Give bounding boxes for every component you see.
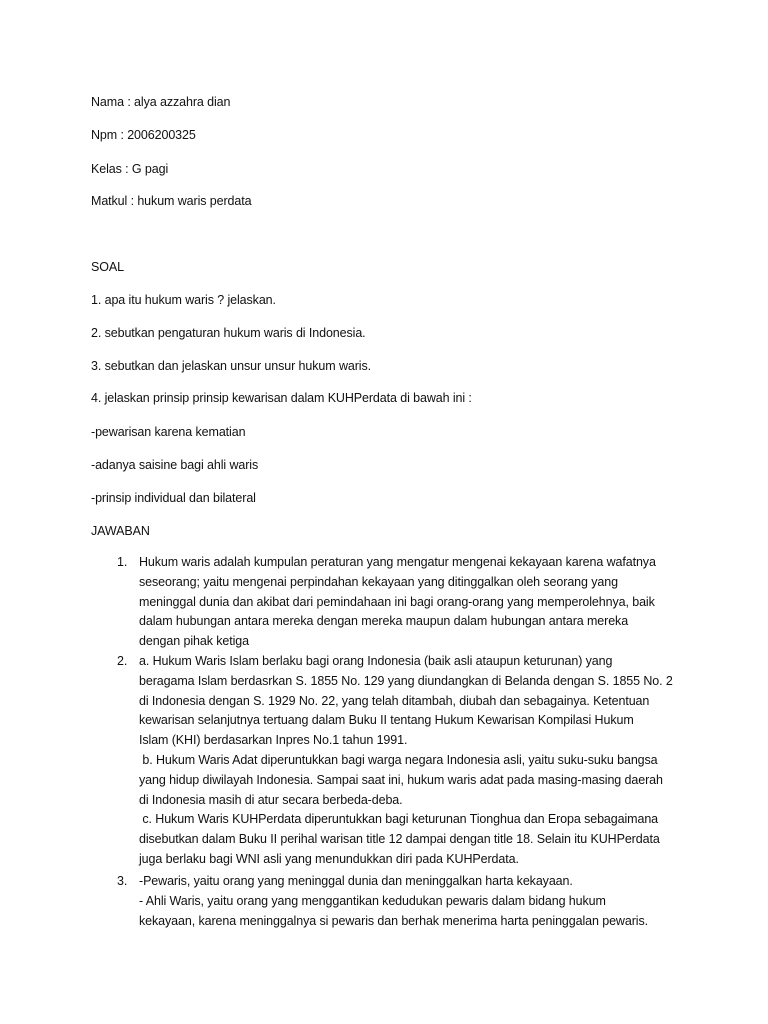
answer-line: seseorang; yaitu mengenai perpindahan kekayaan yang ditinggalkan oleh seorang yang	[139, 574, 618, 589]
answer-line: kewarisan selanjutnya tertuang dalam Buku II tentang Hukum Kewarisan Kompilasi Hukum	[139, 713, 634, 728]
answer-line: yang hidup diwilayah Indonesia. Sampai saat ini, hukum waris adat pada masing-masing daerah	[139, 772, 663, 787]
student-npm: Npm : 2006200325	[91, 128, 196, 142]
student-name: Nama : alya azzahra dian	[91, 95, 231, 109]
answer-line: kekayaan, karena meninggalnya si pewaris dan berhak menerima harta peninggalan pewaris.	[139, 913, 648, 928]
answer-line: -Pewaris, yaitu orang yang meninggal dunia dan meninggalkan harta kekayaan.	[139, 874, 573, 888]
question-4-subpoint: -prinsip individual dan bilateral	[91, 491, 256, 505]
answer-body	[139, 872, 699, 931]
course-name: Matkul : hukum waris perdata	[91, 194, 252, 208]
answer-line: disebutkan dalam Buku II perihal warisan title 12 dampai dengan title 18. Selain itu KUHPerdata	[139, 832, 660, 847]
answer-line: c. Hukum Waris KUHPerdata diperuntukkan bagi keturunan Tionghua dan Eropa sebagaimana	[139, 812, 659, 827]
question-4: 4. jelaskan prinsip prinsip kewarisan dalam KUHPerdata di bawah ini :	[91, 391, 472, 405]
answer-line: Hukum waris adalah kumpulan peraturan yang mengatur mengenai kekayaan karena wafatnya	[139, 555, 656, 569]
answer-line: Islam (KHI) berdasarkan Inpres No.1 tahun 1991.	[139, 733, 408, 748]
answer-line: a. Hukum Waris Islam berlaku bagi orang Indonesia (baik asli ataupun keturunan) yang	[139, 654, 613, 668]
answer-number: 1.	[117, 555, 128, 569]
answer-line: beragama Islam berdasrkan S. 1855 No. 129 yang diundangkan di Belanda dengan S. 1855 No. 2	[139, 673, 673, 688]
answer-line: juga berlaku bagi WNI asli yang menundukkan diri pada KUHPerdata.	[139, 851, 519, 866]
answer-line: - Ahli Waris, yaitu orang yang menggantikan kedudukan pewaris dalam bidang hukum	[139, 893, 606, 908]
answer-body	[139, 553, 699, 652]
question-1: 1. apa itu hukum waris ? jelaskan.	[91, 293, 276, 307]
answer-line: meninggal dunia dan akibat dari pemindahaan ini bagi orang-orang yang memperolehnya, baik	[139, 594, 655, 609]
question-4-subpoint: -adanya saisine bagi ahli waris	[91, 458, 259, 472]
answer-number: 2.	[117, 654, 128, 668]
answer-line: di Indonesia masih di atur secara berbeda-deba.	[139, 792, 403, 807]
soal-heading: SOAL	[91, 260, 124, 274]
answer-line: di Indonesia dengan S. 1929 No. 22, yang telah ditambah, diubah dan sebagainya. Ketentuan	[139, 693, 650, 708]
answer-number: 3.	[117, 874, 128, 888]
answer-line: b. Hukum Waris Adat diperuntukkan bagi warga negara Indonesia asli, yaitu suku-suku bangsa	[139, 752, 658, 767]
question-4-subpoint: -pewarisan karena kematian	[91, 425, 246, 439]
answer-line: dalam hubungan antara mereka dengan mereka maupun dalam hubungan antara mereka	[139, 614, 629, 629]
jawaban-heading: JAWABAN	[91, 524, 150, 538]
student-class: Kelas : G pagi	[91, 162, 169, 176]
question-3: 3. sebutkan dan jelaskan unsur unsur hukum waris.	[91, 359, 371, 373]
question-2: 2. sebutkan pengaturan hukum waris di Indonesia.	[91, 326, 366, 340]
answer-line: dengan pihak ketiga	[139, 634, 249, 649]
answer-body	[139, 652, 699, 870]
